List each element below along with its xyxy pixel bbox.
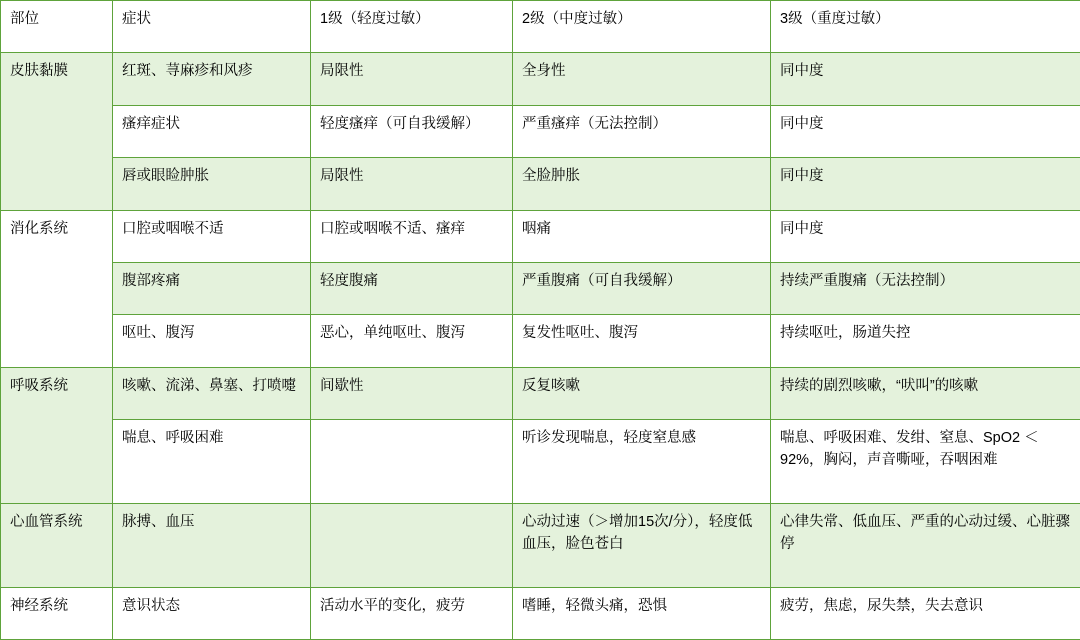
grade3-cell: 持续严重腹痛（无法控制） xyxy=(771,262,1080,314)
site-cell-cardiovascular: 心血管系统 xyxy=(1,503,113,587)
grade2-cell: 严重腹痛（可自我缓解） xyxy=(513,262,771,314)
grade2-cell: 反复咳嗽 xyxy=(513,367,771,419)
site-cell-skin: 皮肤黏膜 xyxy=(1,53,113,210)
grade1-cell: 活动水平的变化，疲劳 xyxy=(311,587,513,639)
table-row xyxy=(1,503,1080,587)
grade3-cell: 同中度 xyxy=(771,105,1080,157)
grade2-cell: 心动过速（＞增加15次/分），轻度低血压，脸色苍白 xyxy=(513,503,771,587)
site-cell-respiratory: 呼吸系统 xyxy=(1,367,113,503)
grade1-cell: 间歇性 xyxy=(311,367,513,419)
grade1-cell: 恶心，单纯呕吐、腹泻 xyxy=(311,315,513,367)
symptom-cell: 腹部疼痛 xyxy=(113,262,311,314)
grade2-cell: 复发性呕吐、腹泻 xyxy=(513,315,771,367)
grade3-cell: 喘息、呼吸困难、发绀、窒息、SpO2 ＜92%，胸闷，声音嘶哑，吞咽困难 xyxy=(771,420,1080,504)
symptom-cell: 意识状态 xyxy=(113,587,311,639)
symptom-cell: 红斑、荨麻疹和风疹 xyxy=(113,53,311,105)
header-cell-grade3: 3级（重度过敏） xyxy=(771,1,1080,53)
symptom-cell: 脉搏、血压 xyxy=(113,503,311,587)
table-row xyxy=(1,367,1080,419)
grade1-cell: 局限性 xyxy=(311,53,513,105)
grade2-cell: 全身性 xyxy=(513,53,771,105)
grade1-cell: 轻度瘙痒（可自我缓解） xyxy=(311,105,513,157)
table-row xyxy=(1,210,1080,262)
grade2-cell: 听诊发现喘息，轻度窒息感 xyxy=(513,420,771,504)
symptom-cell: 咳嗽、流涕、鼻塞、打喷嚏 xyxy=(113,367,311,419)
grade2-cell: 全脸肿胀 xyxy=(513,158,771,210)
header-cell-symptom: 症状 xyxy=(113,1,311,53)
grade1-cell: 口腔或咽喉不适、瘙痒 xyxy=(311,210,513,262)
table-row xyxy=(1,105,1080,157)
table-row xyxy=(1,53,1080,105)
header-cell-grade1: 1级（轻度过敏） xyxy=(311,1,513,53)
grade3-cell: 持续的剧烈咳嗽，“吠叫”的咳嗽 xyxy=(771,367,1080,419)
symptom-cell: 口腔或咽喉不适 xyxy=(113,210,311,262)
table-row xyxy=(1,587,1080,639)
symptom-cell: 唇或眼睑肿胀 xyxy=(113,158,311,210)
table-row xyxy=(1,158,1080,210)
table-header-row xyxy=(1,1,1080,53)
grade3-cell: 心律失常、低血压、严重的心动过缓、心脏骤停 xyxy=(771,503,1080,587)
grade1-cell xyxy=(311,420,513,504)
grade3-cell: 持续呕吐，肠道失控 xyxy=(771,315,1080,367)
grade2-cell: 严重瘙痒（无法控制） xyxy=(513,105,771,157)
site-cell-digestive: 消化系统 xyxy=(1,210,113,367)
grade1-cell: 轻度腹痛 xyxy=(311,262,513,314)
header-cell-grade2: 2级（中度过敏） xyxy=(513,1,771,53)
grade1-cell: 局限性 xyxy=(311,158,513,210)
table-body xyxy=(1,1,1080,640)
table-row xyxy=(1,262,1080,314)
symptom-cell: 喘息、呼吸困难 xyxy=(113,420,311,504)
grade3-cell: 同中度 xyxy=(771,53,1080,105)
table-row xyxy=(1,420,1080,504)
header-cell-site: 部位 xyxy=(1,1,113,53)
table-row xyxy=(1,315,1080,367)
grade3-cell: 同中度 xyxy=(771,158,1080,210)
grade1-cell xyxy=(311,503,513,587)
symptom-cell: 瘙痒症状 xyxy=(113,105,311,157)
grade2-cell: 咽痛 xyxy=(513,210,771,262)
site-cell-neurological: 神经系统 xyxy=(1,587,113,639)
grade3-cell: 疲劳，焦虑，尿失禁，失去意识 xyxy=(771,587,1080,639)
grade2-cell: 嗜睡，轻微头痛，恐惧 xyxy=(513,587,771,639)
grade3-cell: 同中度 xyxy=(771,210,1080,262)
symptom-cell: 呕吐、腹泻 xyxy=(113,315,311,367)
